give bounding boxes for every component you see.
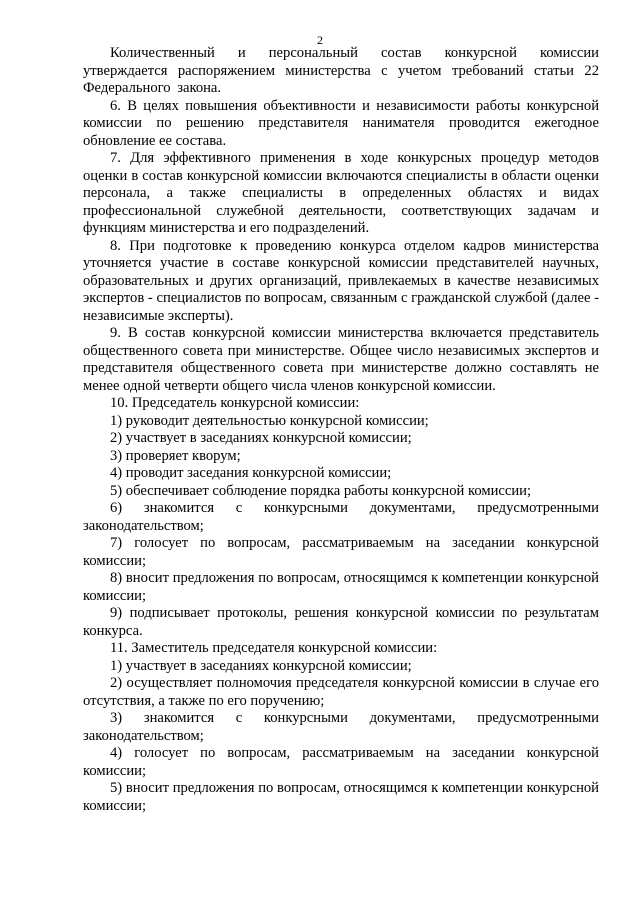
list-item: 4) голосует по вопросам, рассматриваемым на заседании конкурсной комиссии; <box>83 745 599 779</box>
list-item: 1) руководит деятельностью конкурсной комиссии; <box>110 412 429 429</box>
paragraph: 9. В состав конкурсной комиссии министерства включается представитель общественного совета при министерстве. Общее число независимых экспертов и представителя общественного совета при министерстве должно составлять не менее одной четверти общего числа членов конкурсной комиссии. <box>83 325 599 394</box>
list-item: 6) знакомится с конкурсными документами, предусмотренными законодательством; <box>83 500 599 534</box>
paragraph: 7. Для эффективного применения в ходе конкурсных процедур методов оценки в состав конкурсной комиссии включаются специалисты в области оценки персонала, а также специалисты в определенных областях и видах профессиональной служебной деятельности, соответствующих задачам и функциям министерства и его подразделений. <box>83 150 599 236</box>
section-heading: 10. Председатель конкурсной комиссии: <box>110 395 360 411</box>
list-item: 3) проверяет кворум; <box>110 447 241 464</box>
list-item: 9) подписывает протоколы, решения конкурсной комиссии по результатам конкурса. <box>83 605 599 639</box>
paragraph: 8. При подготовке к проведению конкурса отделом кадров министерства уточняется участие в составе конкурсной комиссии представителей научных, образовательных и других организаций, привлекаемых в качестве независимых экспертов - специалистов по вопросам, связанным с гражданской службой (далее - независимые эксперты). <box>83 237 599 324</box>
list-item: 4) проводит заседания конкурсной комиссии; <box>110 465 392 481</box>
list-item: 1) участвует в заседаниях конкурсной комиссии; <box>110 657 412 674</box>
list-item: 8) вносит предложения по вопросам, относящимся к компетенции конкурсной комиссии; <box>83 570 599 604</box>
document-body <box>83 45 599 815</box>
list-item: 5) вносит предложения по вопросам, относящимся к компетенции конкурсной комиссии; <box>83 780 599 814</box>
list-item: 7) голосует по вопросам, рассматриваемым на заседании конкурсной комиссии; <box>83 535 599 569</box>
list-item: 5) обеспечивает соблюдение порядка работы конкурсной комиссии; <box>110 482 532 499</box>
list-item: 3) знакомится с конкурсными документами, предусмотренными законодательством; <box>83 710 599 744</box>
paragraph: 6. В целях повышения объективности и независимости работы конкурсной комиссии по решению представителя нанимателя проводится ежегодное обновление ее состава. <box>83 97 599 149</box>
list-item: 2) участвует в заседаниях конкурсной комиссии; <box>110 430 412 446</box>
list-item: 2) осуществляет полномочия председателя конкурсной комиссии в случае его отсутствия, а также по его поручению; <box>83 675 599 709</box>
paragraph: Количественный и персональный состав конкурсной комиссии утверждается распоряжением министерства с учетом требований статьи 22 Федерального закона. <box>83 45 599 96</box>
section-heading: 11. Заместитель председателя конкурсной комиссии: <box>110 640 438 656</box>
page-number: 2 <box>317 33 323 47</box>
